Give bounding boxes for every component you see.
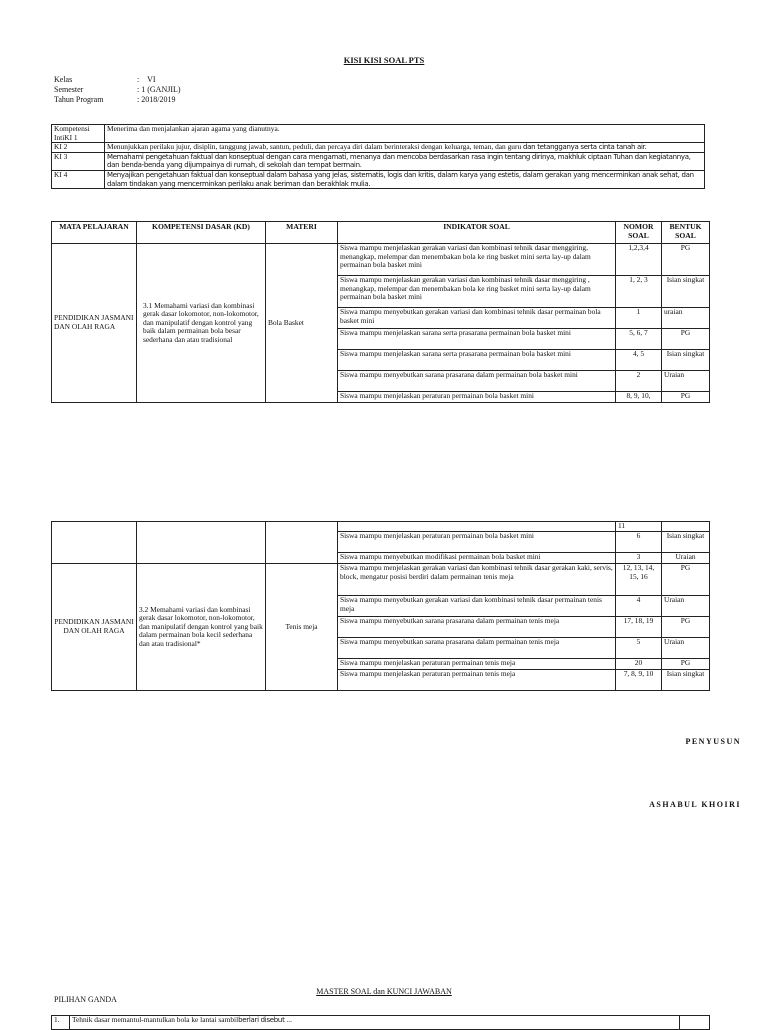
kompetensi-inti-table: [51, 124, 705, 189]
question-printed-text: Tehnik dasar memantul-mantulkan bola ke lantai sambil: [72, 1015, 239, 1024]
meta-value: : VI: [137, 75, 156, 84]
header-indikator: INDIKATOR SOAL: [338, 222, 616, 244]
ki-text: [105, 143, 705, 153]
indikator-cell: Siswa mampu menjelaskan peraturan permainan tenis meja: [338, 670, 616, 691]
materi-cell: [266, 522, 338, 564]
meta-value: : 2018/2019: [137, 95, 176, 104]
nomor-cell: 1, 2, 3: [616, 276, 662, 308]
question-row: [52, 1016, 710, 1030]
nomor-cell: 11: [616, 522, 662, 532]
nomor-cell: 4: [616, 596, 662, 617]
ki-row: [52, 125, 705, 143]
bentuk-cell: uraian: [662, 308, 710, 329]
bentuk-cell: [662, 522, 710, 532]
question-text: [70, 1016, 680, 1030]
bentuk-cell: Uraian: [662, 638, 710, 659]
document-meta: [54, 75, 181, 105]
bentuk-cell: PG: [662, 564, 710, 596]
bentuk-cell: Isian singkat: [662, 670, 710, 691]
nomor-cell: 12, 13, 14, 15, 16: [616, 564, 662, 596]
header-materi: MATERI: [266, 222, 338, 244]
nomor-cell: 5: [616, 638, 662, 659]
pilihan-ganda-label: PILIHAN GANDA: [54, 995, 117, 1004]
penyusun-label: PENYUSUN: [685, 737, 741, 746]
indikator-cell: Siswa mampu menyebutkan gerakan variasi dan kombinasi tehnik dasar permainan tenis meja: [338, 596, 616, 617]
header-kd: KOMPETENSI DASAR (KD): [137, 222, 266, 244]
mapel-cell: [52, 522, 137, 564]
nomor-cell: 4, 5: [616, 350, 662, 371]
ki-label: KI 3: [52, 152, 105, 170]
ki-text: [105, 152, 705, 170]
meta-row-kelas: [54, 75, 181, 85]
indikator-cell: Siswa mampu menyebutkan modifikasi permainan bola basket mini: [338, 553, 616, 564]
nomor-cell: 20: [616, 659, 662, 670]
bentuk-cell: Uraian: [662, 553, 710, 564]
indikator-cell: Siswa mampu menjelaskan sarana serta prasarana permainan bola basket mini: [338, 350, 616, 371]
ki-row: [52, 152, 705, 170]
materi-cell: Tenis meja: [266, 564, 338, 691]
meta-row-tahun: [54, 95, 181, 105]
nomor-cell: 5, 6, 7: [616, 329, 662, 350]
header-bentuk: BENTUK SOAL: [662, 222, 710, 244]
answer-cell: [680, 1016, 710, 1030]
ki-text: [105, 170, 705, 188]
ki-label: KI 2: [52, 143, 105, 153]
indikator-cell: [338, 522, 616, 532]
indikator-cell: Siswa mampu menyebutkan sarana prasarana dalam permainan bola basket mini: [338, 371, 616, 392]
question-table: [51, 1015, 710, 1030]
nomor-cell: 2: [616, 371, 662, 392]
master-title: MASTER SOAL dan KUNCI JAWABAN: [316, 987, 452, 996]
question-handwritten-text: berlari disebut: [238, 1016, 285, 1024]
document-title: KISI KISI SOAL PTS: [343, 55, 425, 65]
bentuk-cell: PG: [662, 659, 710, 670]
kd-cell: 3.1 Memahami variasi dan kombinasi gerak dasar lokomotor, non-lokomotor, dan manipulatif dengan kontrol yang baik dalam permainan bola besar sederhana dan atau tradisional: [137, 244, 266, 403]
table-row: [52, 522, 710, 532]
question-number: 1.: [52, 1016, 70, 1030]
question-ellipsis: ...: [284, 1015, 292, 1024]
meta-key: Tahun Program: [54, 95, 104, 104]
indikator-cell: Siswa mampu menjelaskan sarana serta prasarana permainan bola basket mini: [338, 329, 616, 350]
table-header-row: [52, 222, 710, 244]
mapel-cell: PENDIDIKAN JASMANI DAN OLAH RAGA: [52, 244, 137, 403]
bentuk-cell: Uraian: [662, 596, 710, 617]
materi-cell: Bola Basket: [266, 244, 338, 403]
nomor-cell: 6: [616, 532, 662, 553]
ki-handwritten-text: dan tetangganya serta cinta tanah air.: [523, 143, 647, 152]
ki-label: Kompetensi IntiKI 1: [52, 125, 105, 143]
bentuk-cell: PG: [662, 617, 710, 638]
indikator-cell: Siswa mampu menjelaskan peraturan permainan bola basket mini: [338, 392, 616, 403]
kd-cell: 3.2 Memahami variasi dan kombinasi gerak dasar lokomotor, non-lokomotor, dan manipulatif dengan kontrol yang baik dalam permainan bola kecil sederhana dan atau tradisional*: [137, 564, 266, 691]
ki-row: [52, 170, 705, 188]
kd-cell: [137, 522, 266, 564]
mapel-cell: PENDIDIKAN JASMANI DAN OLAH RAGA: [52, 564, 137, 691]
bentuk-cell: Isian singkat: [662, 350, 710, 371]
ki-handwritten-text: Memahami pengetahuan faktual dan konseptual dengan cara mengamati, menanya dan mencoba berdasarkan rasa ingin tentang dirinya, makhluk ciptaan Tuhan dan kegiatannya, dan benda-benda yang dijumpainya di rumah, di sekolah dan tempat bermain.: [107, 152, 691, 170]
meta-value: : 1 (GANJIL): [137, 85, 181, 94]
indikator-cell: Siswa mampu menjelaskan gerakan variasi dan kombinasi tehnik dasar menggiring , menangkap, melempar dan menembakan bola ke ring basket mini serta lay-up dalam permainan bola basket mini: [338, 276, 616, 308]
ki-handwritten-text: Menyajikan pengetahuan faktual dan konseptual dalam bahasa yang jelas, sistematis, logis dan kritis, dalam karya yang estetis, dalam gerakan yang mencerminkan anak sehat, dan dalam tindakan yang mencerminkan perilaku anak beriman dan berakhlak mulia.: [107, 170, 694, 188]
kisi-kisi-table-continued: [51, 521, 710, 691]
indikator-cell: Siswa mampu menjelaskan peraturan permainan tenis meja: [338, 659, 616, 670]
indikator-cell: Siswa mampu menyebutkan sarana prasarana dalam permainan tenis meja: [338, 617, 616, 638]
meta-row-semester: [54, 85, 181, 95]
meta-key: Semester: [54, 85, 84, 94]
nomor-cell: 7, 8, 9, 10: [616, 670, 662, 691]
indikator-cell: Siswa mampu menyebutkan sarana prasarana dalam permainan tenis meja: [338, 638, 616, 659]
header-nomor: NOMOR SOAL: [616, 222, 662, 244]
nomor-cell: 17, 18, 19: [616, 617, 662, 638]
indikator-cell: Siswa mampu menjelaskan gerakan variasi dan kombinasi tehnik dasar menggiring, menangkap, melempar dan menembakan bola ke ring basket mini serta lay-up dalam permainan bola basket mini: [338, 244, 616, 276]
ki-text: Menerima dan menjalankan ajaran agama yang dianutnya.: [105, 125, 705, 143]
table-row: [52, 564, 710, 596]
bentuk-cell: Isian singkat: [662, 532, 710, 553]
bentuk-cell: Isian singkat: [662, 276, 710, 308]
bentuk-cell: Uraian: [662, 371, 710, 392]
table-row: [52, 244, 710, 276]
nomor-cell: 1,2,3,4: [616, 244, 662, 276]
ki-printed-text: Menunjukkan perilaku jujur, disiplin, tanggung jawab, santun, peduli, dan percaya diri dalam berinteraksi dengan keluarga, teman, dan guru: [107, 142, 522, 152]
ki-row: [52, 143, 705, 153]
bentuk-cell: PG: [662, 244, 710, 276]
indikator-cell: Siswa mampu menyebutkan gerakan variasi dan kombinasi tehnik dasar permainan bola basket mini: [338, 308, 616, 329]
nomor-cell: 3: [616, 553, 662, 564]
bentuk-cell: PG: [662, 392, 710, 403]
kisi-kisi-table: [51, 221, 710, 403]
header-mapel: MATA PELAJARAN: [52, 222, 137, 244]
meta-key: Kelas: [54, 75, 73, 84]
indikator-cell: Siswa mampu menjelaskan peraturan permainan bola basket mini: [338, 532, 616, 553]
author-name: ASHABUL KHOIRI: [649, 800, 741, 809]
bentuk-cell: PG: [662, 329, 710, 350]
nomor-cell: 1: [616, 308, 662, 329]
nomor-cell: 8, 9, 10,: [616, 392, 662, 403]
indikator-cell: Siswa mampu menjelaskan gerakan variasi dan kombinasi tehnik dasar gerakan kaki, servis, block, mengatur posisi berdiri dalam permainan tenis meja: [338, 564, 616, 596]
ki-label: KI 4: [52, 170, 105, 188]
